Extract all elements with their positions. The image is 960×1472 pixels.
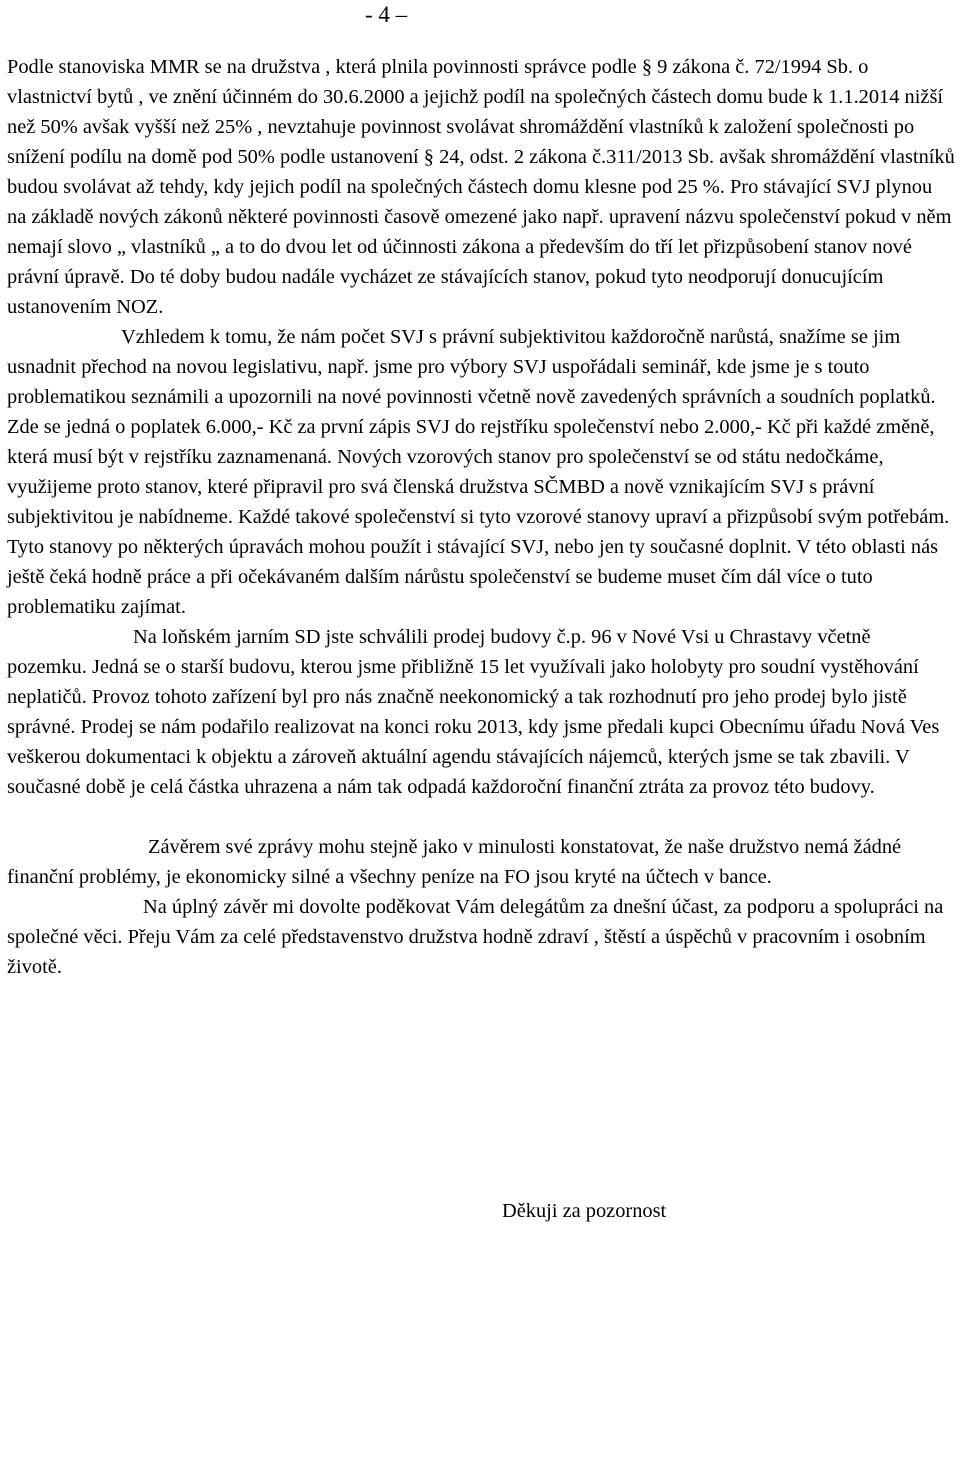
paragraph-conclusion <box>7 832 955 892</box>
paragraph-mmr-opinion <box>7 52 955 322</box>
page-number: - 4 – <box>365 2 408 27</box>
paragraph-text: Závěrem své zprávy mohu stejně jako v minulosti konstatovat, že naše družstvo nemá žádné finanční problémy, je ekonomicky silné a všechny peníze na FO jsou kryté na účtech v bance. <box>7 836 902 888</box>
closing-line: Děkuji za pozornost <box>502 1200 667 1222</box>
paragraph-text: Na úplný závěr mi dovolte poděkovat Vám delegátům za dnešní účast, za podporu a spolupráci na společné věci. Přeju Vám za celé představenstvo družstva hodně zdraví , štěstí a úspěchů v pracovním i osobním životě. <box>7 896 944 978</box>
paragraph-text: Na loňském jarním SD jste schválili prodej budovy č.p. 96 v Nové Vsi u Chrastavy včetně pozemku. Jedná se o starší budovu, kterou jsme přibližně 15 let využívali jako holobyty pro soudní vystěhování neplatičů. Provoz tohoto zařízení byl pro nás značně neekonomický a tak rozhodnutí pro jeho prodej bylo jistě správné. Prodej se nám podařilo realizovat na konci roku 2013, kdy jsme předali kupci Obecnímu úřadu Nová Ves veškerou dokumentaci k objektu a zároveň aktuální agendu stávajících nájemců, kterých jsme se tak zbavili. V současné době je celá částka uhrazena a nám tak odpadá každoroční finanční ztráta za provoz této budovy. <box>7 626 940 798</box>
report-body <box>7 52 955 982</box>
paragraph-thanks <box>7 892 955 982</box>
paragraph-building-sale <box>7 622 955 802</box>
paragraph-text: Pro stávající SVJ plynou na základě nových zákonů některé povinnosti časově omezené jako např. upravení názvu společenství pokud v něm nemají slovo „ vlastníků „ a to do dvou let od účinnosti zákona a především do tří let přizpůsobení stanov nové právní úpravě. Do té doby budou nadále vycházet ze stávajících stanov, pokud tyto neodporují donucujícím ustanovením NOZ. <box>7 176 952 318</box>
paragraph-svj-growth <box>7 322 955 622</box>
paragraph-text: Podle stanoviska MMR se na družstva , která plnila povinnosti správce podle § 9 zákona č. 72/1994 Sb. o vlastnictví bytů , ve znění účinném do 30.6.2000 a jejichž podíl na společných částech domu bude k 1.1.2014 nižší než 50% avšak vyšší než 25% , nevztahuje povinnost svolávat shromáždění vlastníků k založení společnosti po snížení podílu na domě pod 50% podle ustanovení § 24, odst. 2 zákona č.311/2013 Sb. avšak shromáždění vlastníků budou svolávat až tehdy, kdy jejich podíl na společných částech domu klesne pod 25 %. <box>7 56 955 198</box>
paragraph-text: Vzhledem k tomu, že nám počet SVJ s právní subjektivitou každoročně narůstá, snažíme se jim usnadnit přechod na novou legislativu, např. jsme pro výbory SVJ uspořádali seminář, kde jsme je s touto problematikou seznámili a upozornili na nové povinnosti včetně nově zavedených správních a soudních poplatků. Zde se jedná o poplatek 6.000,- Kč za první zápis SVJ do rejstříku společenství nebo 2.000,- Kč při každé změně, která musí být v rejstříku zaznamenaná. Nových vzorových stanov pro společenství se od státu nedočkáme, využijeme proto stanov, které připravil pro svá členská družstva SČMBD a nově vznikajícím SVJ s právní subjektivitou je nabídneme. Každé takové společenství si tyto vzorové stanovy upraví a přizpůsobí svým potřebám. Tyto stanovy po některých úpravách mohou použít i stávající SVJ, nebo jen ty současné doplnit. V této oblasti nás ještě čeká hodně práce a při očekávaném dalším nárůstu společenství se budeme muset čím dál více o tuto problematiku zajímat. <box>7 326 950 618</box>
